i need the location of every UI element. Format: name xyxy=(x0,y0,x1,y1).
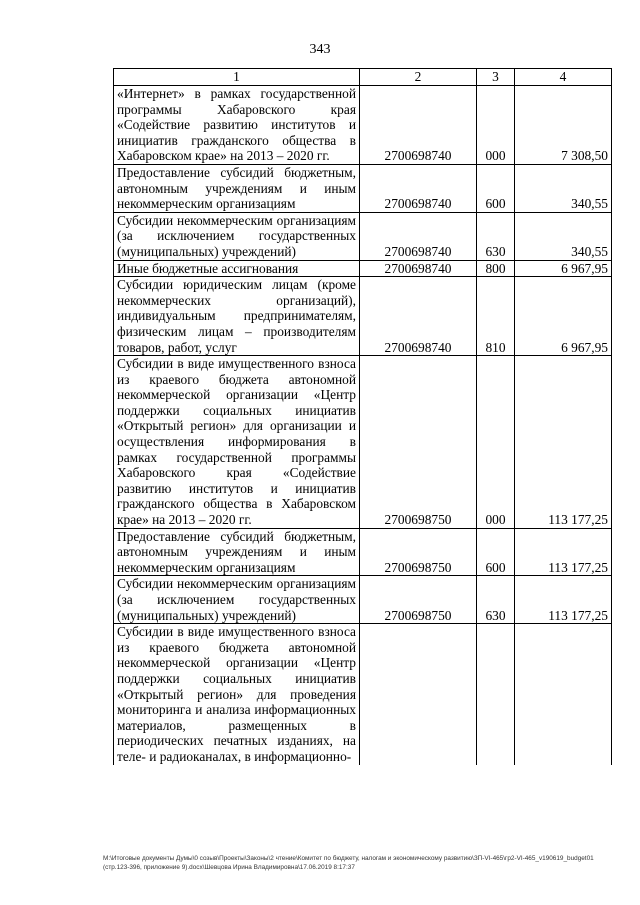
budget-table xyxy=(113,68,612,765)
table-row xyxy=(114,624,612,765)
table-row xyxy=(114,277,612,356)
row-code-cell: 2700698750 xyxy=(360,356,477,529)
row-name-cell: Субсидии некоммерческим организациям (за исключением государственных (муниципальных) учреждений) xyxy=(114,576,360,624)
table-row xyxy=(114,356,612,529)
table-row xyxy=(114,576,612,624)
table-row xyxy=(114,164,612,212)
row-kind-cell: 000 xyxy=(477,356,515,529)
row-kind-cell: 810 xyxy=(477,277,515,356)
row-code-cell: 2700698750 xyxy=(360,576,477,624)
document-footer-path: M:\Итоговые документы Думы\0 созыв\Проекты\Законы\2 чтение\Комитет по бюджету, налогам и экономическому развитию\ЗП-VI-465\гр2-VI-465_v190619_budget01 (стр.123-396, приложение 9).docx\Шевцова Ирина Владимировна\17.06.2019 8:17:37 xyxy=(103,855,594,871)
table-row xyxy=(114,528,612,576)
row-name-cell: Субсидии в виде имущественного взноса из краевого бюджета автономной некоммерческой организации «Центр поддержки социальных инициатив «Открытый регион» для проведения мониторинга и анализа информационных материалов, размещенных в периодических печатных изданиях, на теле- и радиоканалах, в информационно- xyxy=(114,624,360,765)
row-amount-cell: 340,55 xyxy=(515,212,612,260)
row-amount-cell xyxy=(515,624,612,765)
row-code-cell: 2700698740 xyxy=(360,277,477,356)
row-kind-cell: 000 xyxy=(477,86,515,165)
row-code-cell: 2700698740 xyxy=(360,164,477,212)
row-amount-cell: 113 177,25 xyxy=(515,576,612,624)
page-number: 343 xyxy=(309,42,331,57)
table-row xyxy=(114,212,612,260)
row-code-cell: 2700698740 xyxy=(360,86,477,165)
row-code-cell: 2700698740 xyxy=(360,260,477,277)
row-kind-cell xyxy=(477,624,515,765)
row-name-cell: «Интернет» в рамках государственной программы Хабаровского края «Содействие развитию институтов и инициатив гражданского общества в Хабаровском крае» на 2013 – 2020 гг. xyxy=(114,86,360,165)
column-header: 3 xyxy=(477,69,515,86)
row-name-cell: Иные бюджетные ассигнования xyxy=(114,260,360,277)
row-kind-cell: 600 xyxy=(477,164,515,212)
row-name-cell: Субсидии некоммерческим организациям (за исключением государственных (муниципальных) учреждений) xyxy=(114,212,360,260)
row-amount-cell: 7 308,50 xyxy=(515,86,612,165)
row-name-cell: Предоставление субсидий бюджетным, автономным учреждениям и иным некоммерческим организациям xyxy=(114,528,360,576)
table-header-row xyxy=(114,69,612,86)
row-name-cell: Субсидии юридическим лицам (кроме некоммерческих организаций), индивидуальным предпринимателям, физическим лицам – производителям товаров, работ, услуг xyxy=(114,277,360,356)
row-amount-cell: 6 967,95 xyxy=(515,277,612,356)
column-header: 1 xyxy=(114,69,360,86)
row-kind-cell: 800 xyxy=(477,260,515,277)
row-amount-cell: 6 967,95 xyxy=(515,260,612,277)
row-amount-cell: 340,55 xyxy=(515,164,612,212)
row-name-cell: Субсидии в виде имущественного взноса из краевого бюджета автономной некоммерческой организации «Центр поддержки социальных инициатив «Открытый регион» для организации и осуществления информирования в рамках государственной программы Хабаровского края «Содействие развитию институтов и инициатив гражданского общества в Хабаровском крае» на 2013 – 2020 гг. xyxy=(114,356,360,529)
table-row xyxy=(114,260,612,277)
row-name-cell: Предоставление субсидий бюджетным, автономным учреждениям и иным некоммерческим организациям xyxy=(114,164,360,212)
table-row xyxy=(114,86,612,165)
row-kind-cell: 630 xyxy=(477,212,515,260)
row-code-cell: 2700698740 xyxy=(360,212,477,260)
row-amount-cell: 113 177,25 xyxy=(515,356,612,529)
row-code-cell xyxy=(360,624,477,765)
row-amount-cell: 113 177,25 xyxy=(515,528,612,576)
column-header: 2 xyxy=(360,69,477,86)
row-kind-cell: 600 xyxy=(477,528,515,576)
row-code-cell: 2700698750 xyxy=(360,528,477,576)
column-header: 4 xyxy=(515,69,612,86)
row-kind-cell: 630 xyxy=(477,576,515,624)
